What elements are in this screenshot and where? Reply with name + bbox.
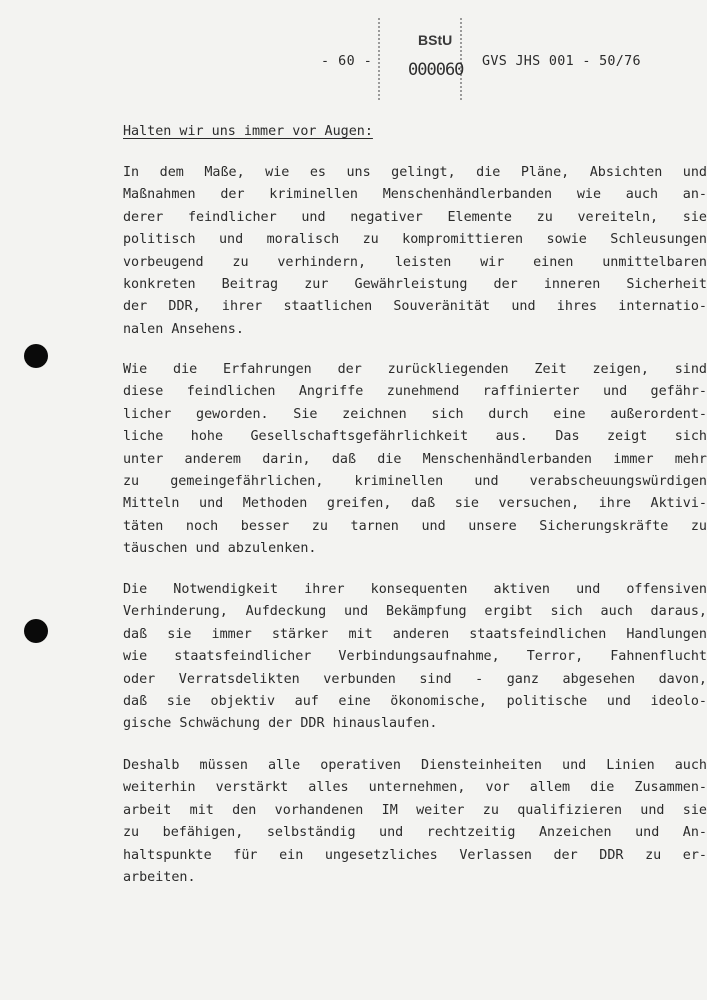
punch-hole bbox=[24, 344, 48, 368]
text-line: zu befähigen, selbständig und rechtzeitig Anzeichen und An- bbox=[123, 825, 707, 841]
text-line: nalen Ansehens. bbox=[123, 321, 244, 337]
stamp-label: BStU bbox=[418, 32, 453, 48]
text-line: arbeit mit den vorhandenen IM weiter zu qualifizieren und sie bbox=[123, 802, 707, 818]
text-line: Wie die Erfahrungen der zurückliegenden Zeit zeigen, sind bbox=[123, 362, 707, 377]
text-line: Mitteln und Methoden greifen, daß sie versuchen, ihre Aktivi- bbox=[123, 496, 707, 512]
paragraph-4 bbox=[123, 755, 707, 889]
text-line: unter anderem darin, daß die Menschenhändlerbanden immer mehr bbox=[123, 451, 707, 467]
text-line: gische Schwächung der DDR hinauslaufen. bbox=[123, 716, 438, 732]
paragraph-1 bbox=[123, 162, 707, 341]
archive-stamp bbox=[378, 18, 462, 100]
text-line: weiterhin verstärkt alles unternehmen, vor allem die Zusammen- bbox=[123, 780, 707, 796]
text-line: Deshalb müssen alle operativen Diensteinheiten und Linien auch bbox=[123, 758, 707, 773]
text-line: konkreten Beitrag zur Gewährleistung der inneren Sicherheit bbox=[123, 276, 707, 292]
text-line: diese feindlichen Angriffe zunehmend raffinierter und gefähr- bbox=[123, 384, 707, 400]
text-line: derer feindlicher und negativer Elemente zu vereiteln, sie bbox=[123, 209, 707, 225]
text-line: vorbeugend zu verhindern, leisten wir einen unmittelbaren bbox=[123, 254, 707, 270]
text-line: zu gemeingefährlichen, kriminellen und verabscheuungswürdigen bbox=[123, 473, 707, 489]
document-reference: GVS JHS 001 - 50/76 bbox=[482, 54, 641, 69]
paragraph-2 bbox=[123, 359, 707, 561]
stamp-number: 000060 bbox=[408, 60, 464, 80]
text-line: haltspunkte für ein ungesetzliches Verlassen der DDR zu er- bbox=[123, 847, 707, 863]
section-heading: Halten wir uns immer vor Augen: bbox=[123, 124, 373, 139]
text-line: Verhinderung, Aufdeckung und Bekämpfung ergibt sich auch daraus, bbox=[123, 604, 707, 620]
text-line: Maßnahmen der kriminellen Menschenhändlerbanden wie auch an- bbox=[123, 187, 707, 203]
text-line: daß sie immer stärker mit anderen staatsfeindlichen Handlungen bbox=[123, 626, 707, 642]
text-line: In dem Maße, wie es uns gelingt, die Pläne, Absichten und bbox=[123, 165, 707, 180]
text-line: wie staatsfeindlicher Verbindungsaufnahme, Terror, Fahnenflucht bbox=[123, 649, 707, 665]
text-line: liche hohe Gesellschaftsgefährlichkeit aus. Das zeigt sich bbox=[123, 429, 707, 445]
text-line: täten noch besser zu tarnen und unsere Sicherungskräfte zu bbox=[123, 518, 707, 534]
paragraph-3 bbox=[123, 579, 707, 736]
text-line: täuschen und abzulenken. bbox=[123, 541, 317, 557]
text-line: arbeiten. bbox=[123, 869, 196, 885]
text-line: politisch und moralisch zu kompromittieren sowie Schleusungen bbox=[123, 232, 707, 248]
text-line: licher geworden. Sie zeichnen sich durch eine außerordent- bbox=[123, 406, 707, 422]
page-number: - 60 - bbox=[321, 54, 373, 69]
punch-hole bbox=[24, 619, 48, 643]
text-line: oder Verratsdelikten verbunden sind - ganz abgesehen davon, bbox=[123, 671, 707, 687]
text-line: Die Notwendigkeit ihrer konsequenten aktiven und offensiven bbox=[123, 582, 707, 597]
text-line: daß sie objektiv auf eine ökonomische, politische und ideolo- bbox=[123, 693, 707, 709]
text-line: der DDR, ihrer staatlichen Souveränität und ihres internatio- bbox=[123, 299, 707, 315]
